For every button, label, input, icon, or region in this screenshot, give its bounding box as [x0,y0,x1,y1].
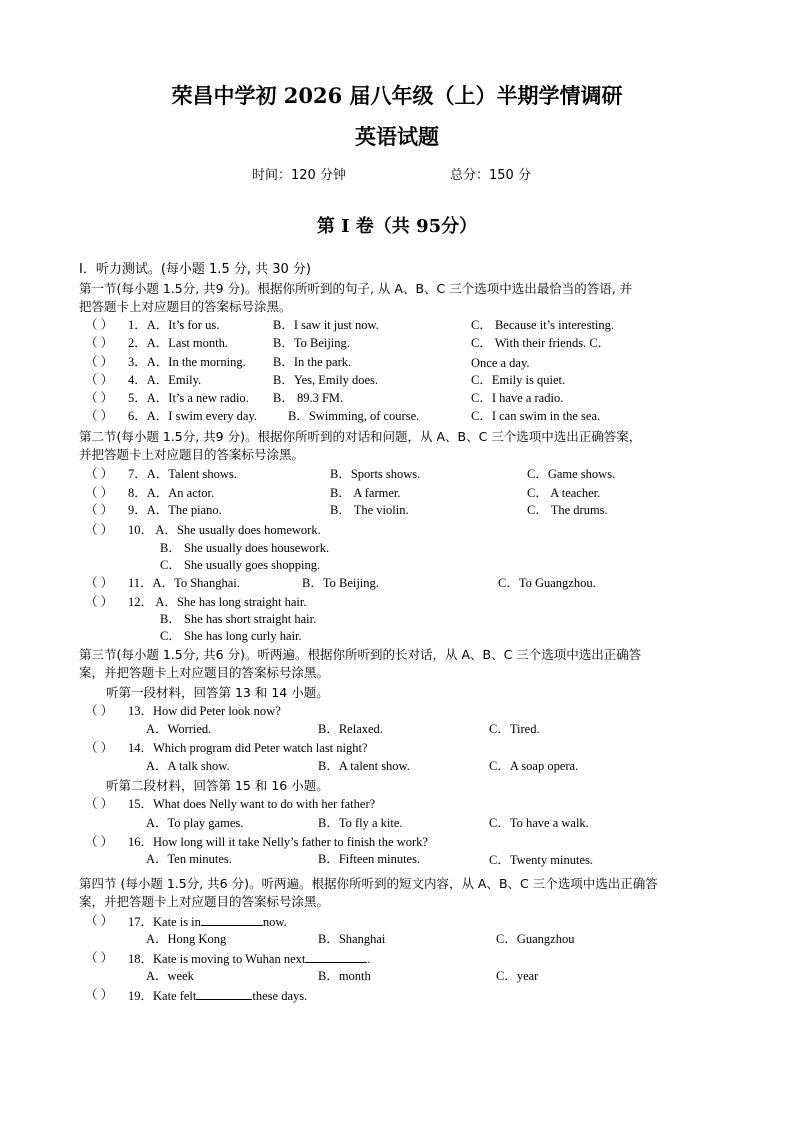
material-2-note: 听第二段材料，回答第 15 和 16 小题。 [106,778,329,793]
answer-blank [196,987,252,1000]
listening-section-heading: Ⅰ．听力测试。(每小题 1.5 分, 共 30 分) [79,262,311,277]
section3-instruction: 第三节(每小题 1.5分, 共6 分)。听两遍。根据你所听到的长对话，从 A、B、C 三个选项中选出正确答 案，并把答题卡上对应题目的答案标号涂黑。 [79,647,642,680]
section2-instruction: 第二节(每小题 1.5分, 共9 分)。根据你所听到的对话和问题，从 A、B、C 三个选项中选出正确答案， 并把答题卡上对应题目的答案标号涂黑。 [79,429,642,462]
section1-instruction: 第一节(每小题 1.5分, 共9 分)。根据你所听到的句子, 从 A、B、C 三个选项中选出最恰当的答语, 并 把答题卡上对应题目的答案标号涂黑。 [79,281,633,314]
exam-subtitle: 英语试题 [355,124,439,149]
answer-blank [305,950,367,963]
exam-time: 时间：120 分钟 [252,168,346,183]
part-title: 第 I 卷（共 95分） [316,216,478,237]
section4-instruction: 第四节 (每小题 1.5分, 共6 分)。听两遍。根据你所听到的短文内容，从 A、B、C 三个选项中选出正确答 案，并把答题卡上对应题目的答案标号涂黑。 [79,876,658,909]
answer-blank [201,913,263,926]
material-1-note: 听第一段材料，回答第 13 和 14 小题。 [106,685,329,700]
exam-page: 荣昌中学初 2026 届八年级（上）半期学情调研 英语试题 时间：120 分钟 总分：150 分 第 I 卷（共 95分） Ⅰ．听力测试。(每小题 1.5 分, 共 30 分) 第一节(每小题 1.5分, 共9 分)。根据你所听到的句子, 从 A、B、C 三个选项中选出最恰当的答语, 并 把答题卡上对应题目的答案标号涂黑。 （ ） 1．A．It’s for us. B．I saw it just now. C． Because it’s interesting. （ ） 2．A．Last month. B．To Beijing. C． With their friends. C． （ ） 3．A．In the morning. B．In the park. Once a day. （ ） 4．A．Emily. B．Yes, Emily does. C．Emily is quiet. （ ） 5．A．It’s a new radio. B． 89.3 FM. C．I have a radio. （ ） 6．A．I swim every day. B．Swimming, of course. C．I can swim in the sea. 第二节(每小题 1.5分, 共9 分)。根据你所听到的对话和问题，从 A、B、C 三个选项中选出正确答案， 并把答题卡上对应题目的答案标号涂黑。 （ ） 7．A．Talent shows. B．Sports shows. C．Game shows. （ ） 8．A．An actor. B． A farmer. C． A teacher. （ ） 9．A．The piano. B． The violin. C． The drums. （ ） 10． A．She usually does homework. B． She usually does housework. C． She usually goes shopping. （ ） 11．A．To Shanghai. B．To Beijing. C．To Guangzhou. （ ） 12． A．She has long straight hair. B． She has short straight hair. C． She has long curly hair. 第三节(每小题 1.5分, 共6 分)。听两遍。根据你所听到的长对话，从 A、B、C 三个选项中选出正确答 案，并把答题卡上对应题目的答案标号涂黑。 听第一段材料，回答第 13 和 14 小题。 （ ） 13．How did Peter look now? A．Worried. B．Relaxed. C．Tired. （ ） 14．Which program did Peter watch last night? A．A talk show. B．A talent show. C．A soap opera. 听第二段材料，回答第 15 和 16 小题。 （ ） 15．What does Nelly want to do with her father? A．To play games. B．To fly a kite. C．To have a walk. （ ） 16．How long will it take Nelly’s father to finish the work? A．Ten minutes. B．Fifteen minutes. C．Twenty minutes. 第四节 (每小题 1.5分, 共6 分)。听两遍。根据你所听到的短文内容，从 A、B、C 三个选项中选出正确答 案，并把答题卡上对应题目的答案标号涂黑。 （ ） 17．Kate is in now. A．Hong Kong B．Shanghai C．Guangzhou （ ） 18．Kate is moving to Wuhan next . A．week B．month C．year （ ） 19．Kate felt these days. [0,0,794,1123]
exam-title: 荣昌中学初 2026 届八年级（上）半期学情调研 [171,83,623,108]
exam-score: 总分：150 分 [450,168,531,183]
